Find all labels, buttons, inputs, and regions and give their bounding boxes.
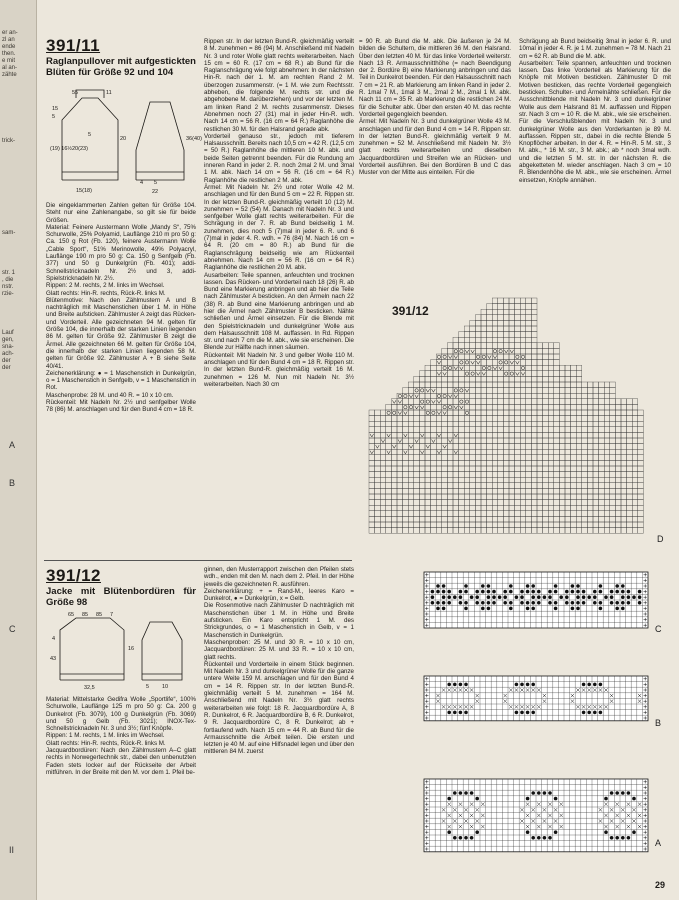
gutter-fragment: str. 1 , die nstr. rzie- [2,270,16,297]
sketch-label: 85 [82,612,89,618]
paragraph: Rippen: 1 M. rechts, 1 M. links im Wechsel. [46,732,165,740]
sketch-label: 36(40) [186,136,202,142]
paragraph: Rückenteil: Mit Nadeln Nr. 3 und gelber Wolle 110 M. anschlagen und für den Bund 4 cm = 18 R. Rippen str. In der letzten Bund-R. gleichmäßig verteilt 16 M. zunehmen = 126 M. Nun mit Nadeln Nr. 3½ weiterarbeiten. Nach 30 cm [204,351,354,388]
chart-a-border [422,775,650,859]
paragraph: Zeichenerklärung: + = Rand-M., leeres Karo = Dunkelrot, ● = Dunkelgrün, x = Gelb. [204,587,354,603]
sketch-label: 5 [52,114,56,120]
paragraph: ginnen, den Musterrapport zwischen den Pfeilen stets wdh., enden mit den M. nach dem 2. Pfeil. In der Höhe jeweils die gezeichneten R. ausführen. [204,566,354,588]
sketch-label: 4 [140,180,144,186]
sketch-label: 32,5 [84,685,95,691]
sketch-label: 65 [68,612,75,618]
sketch-label: 20(23) [72,146,88,152]
jacket-sleeve-outline [142,622,182,680]
gutter-mark: C [9,624,16,634]
paragraph: = 90 R. ab Bund die M. abk. Die äußeren je 24 M. bilden die Schultern, die mittleren 36 M. den Halsrand. Über den letzten 40 M. für das linke Vorderteil weiterstr. Nach 13 R. Armausschnitthöhe (= nach Beendigung der 2. Bordüre B) eine Markierung anbringen und das Teil in Dunkelrot beenden. Für den Halsausschnitt nach 7 cm = 21 R. ab Markierung am linken Rand in jeder 2. R. 1mal 7 M., 1mal 3 M., 2mal 2 M., 2mal 1 M. abk. Nach 11 cm = 35 R. ab Markierung die restlichen 24 M. für die Schulter abk. Über den ersten 40 M. das rechte Vorderteil gegengleich beenden. [359,38,512,118]
gutter-fragment: Lauf gen, sna- ach- der der [2,330,14,371]
body-piece-outline [62,98,118,180]
paragraph: Ärmel: Mit Nadeln Nr. 2½ und roter Wolle 42 M. anschlagen und für den Bund 5 cm = 22 R. Rippen str. In der letzten Bund-R. gleichmäßig verteilt 10 (12) M. zunehmen = 52 (54) M. Danach mit Nadeln Nr. 3 und senfgelber Wolle glatt rechts weiterarbeiten. Für die Schrägung in der 7. R. ab Bund beidseitig 1 M. zunehmen, dies noch 5 (7)mal in jeder 6. R. und 6 (7)mal in jeder 4. R. wdh. = 76 (84) M. Nach 16 cm = 64 R. (20 cm = 80 R.) ab Bund für die Raglanschrägung beidseitig wie am Rückenteil abnehmen. Nach 14 cm = 56 R. (16 cm = 64 R.) Raglanhöhe die restlichen 20 M. abk. [204,183,354,272]
paragraph: Vorderteil genauso str., jedoch mit tieferem Halsausschnitt. Bereits nach 10,5 cm = 42 R. (12,5 cm = 50 R.) Raglanhöhe die mittleren 10 M. abk. und beide Seiten getrennt beenden. Für die Rundung am inneren Rand in jeder 2. R. noch 2mal 2 M. und 3mal 1 M. abk. Nach 14 cm = 56 R. (16 cm = 64 R.) Raglanhöhe die restlichen 2 M. abk. [204,132,354,184]
chart-title: 391/12 [392,304,429,318]
paragraph: Jacquardbordüren: Nach den Zählmustern A–C glatt rechts in Norwegertechnik str., dabei den unbenutzten Faden stets locker auf der Rückseite der Arbeit mitführen. In der Breite mit den M. vor dem 1. Pfeil be- [46,747,196,776]
article-divider [44,560,352,561]
previous-page-edge [0,0,37,900]
chart-side-mark-b: B [655,718,662,728]
jacket-body-outline [60,618,124,680]
sketch-label: 15 [52,106,59,112]
page-number: 29 [654,880,665,890]
gutter-fragment: er an- zl an ende then. e mit al an- zähte [2,30,18,78]
chart-side-mark-a: A [655,838,662,848]
gutter-mark: A [9,440,16,450]
paragraph: Schrägung ab Bund beidseitig 3mal in jeder 6. R. und 10mal in jeder 4. R. je 1 M. zunehmen = 78 M. Nach 21 cm = 62 R. ab Bund die M. abk. [519,38,671,60]
paragraph: Rippen: 2 M. rechts, 2 M. links im Wechsel. [46,282,165,290]
article-number: 391/11 [46,36,101,55]
paragraph: Ausarbeiten: Teile spannen, anfeuchten und trocknen lassen. Das Rücken- und Vorderteil nach 18 (26) R. ab Bund eine Markierung anbringen und ab hier die Teile nach Zählmuster A besticken. An den Ärmeln nach 22 (38) R. ab Bund eine Markierung anbringen und ab hier die Ärmel nach Zählmuster B besticken. Nähte schließen und Ärmel einsetzen. Für die Blende mit den Spielstricknadeln und dunkelgrüner Wolle aus dem Halsausschnitt 108 M. auffassen. In Rd. Rippen str. und nach 7 cm die M. abk., wie sie erscheinen. Die Blende zur Hälfte nach innen säumen. [204,271,354,352]
paragraph: Ärmel: Mit Nadeln Nr. 3 und dunkelgrüner Wolle 43 M. anschlagen und für den Bund 4 cm = 14 R. Rippen str. In der letzten Bund-R. gleichmäßig verteilt 9 M. zunehmen = 52 M. Anschließend mit Nadeln Nr. 3½ glatt rechts weiterarbeiten und dieselben Jacquardbordüren und Streifen wie an Rücken- und Vorderteil ausführen. Bei den Bordüren B und C das Muster von der Mitte aus einteilen. Für die [359,118,511,177]
paragraph: Material: Feinere Austermann Wolle „Mandy S“, 75% Schurwolle, 25% Polyamid, Lauflänge 210 m pro 50 g: Ca. 150 g Rot (Fb. 120), feinere Austermann Wolle „Cable Sport“, 51% Merinowolle, 49% Polyacryl, Lauflänge 190 m pro 50 g: Ca. 150 g Senfgelb (Fb. 377) und 50 g Dunkelgrün (Fb. 401); addi-Schnellstricknadeln Nr. 2½ und 3, addi-Spielstricknadeln Nr. 2½. [46,223,196,282]
sketch-label: 16 [128,646,135,652]
chart-side-mark-c: C [655,624,662,634]
chart-c-border [422,570,650,632]
paragraph: Ausarbeiten: Teile spannen, anfeuchten und trocknen lassen. Das linke Vorderteil als Markierung für die Knöpfe mit Motiven besticken. Zählmuster D mit Motiven besticken, das rechte Vorderteil gegengleich besticken. Schulter- und Ärmelnähte schließen. Für die Ausschnittblende mit Nadeln Nr. 3 und dunkelgrüner Wolle aus dem Halsrand 81 M. auffassen und Rippen str. Nach 3 cm = 10 R. die M. abk., wie sie erscheinen. Für die Verschlußblenden mit Nadeln Nr. 3 und dunkelgrüner Wolle aus den Vorderkanten je 89 M. auffassen. Rippen str., dabei in die rechte Blende 5 Knopflöcher arbeiten. In der 4. R. = Hin-R. 5 M. str., 3 M. abk., * 16 M. str., 3 M. abk.; ab * noch 3mal wdh. und die letzten 5 M. str. In der nächsten R. die abgeketteten M. wieder anschlagen. Nach 3 cm = 10 R. Blendenhöhe die M. abk., wie sie erscheinen. Ärmel einsetzen, Knöpfe annähen. [519,59,671,184]
paragraph: Blütenmotive: Nach den Zählmustern A und B nachträglich mit Maschenstichen über 1 M. in Höhe und Breite aufsticken. Zählmuster A zeigt das Rücken- und Vorderteil. Alle gezeichneten 94 M. gelten für Größe 104, die innerhalb der starken Linien liegenden 86 M. gelten für Größe 92. Zählmuster B zeigt die Ärmel. Alle gezeichneten 66 M. gelten für Größe 104, die innerhalb der starken Linien liegenden 58 M. gelten für Größe 92. Zählmuster A + B siehe Seite 40/41. [46,296,196,370]
sketch-label: 55 [72,90,79,96]
chart-b-border [422,674,650,726]
paragraph: Zeichenerklärung: ● = 1 Maschenstich in Dunkelgrün, o = 1 Maschenstich in Senfgelb, v = 1 Maschenstich in Rot. [46,369,196,392]
article-391-12 [46,566,196,886]
sketch-label: 15(18) [76,188,92,194]
article-title: Raglanpullover mit aufgestickten Blüten für Größe 92 und 104 [46,56,196,78]
paragraph: Rückenteil und Vorderteile in einem Stück beginnen. Mit Nadeln Nr. 3 und dunkelgrüner Wolle für die ganze untere Weite 159 M. anschlagen und für den Bund 4 cm = 14 R. Rippen str. In der letzten Bund-R. gleichmäßig verteilt 5 M. zunehmen = 164 M. Anschließend mit Nadeln Nr. 3½ glatt rechts weiterarbeiten wie folgt: 18 R. Jacquardbordüre A, 8 R. Dunkelrot, 6 R. Jacquardbordüre B, 6 R. Dunkelrot, 9 R. Jacquardbordüre C, 8 R. Dunkelrot; ab + fortlaufend wdh. Nach 15 cm = 44 R. ab Bund für die Armausschnitte die Arbeit teilen. Die ersten und letzten je 40 M. auf eine Hilfsnadel legen und über den mittleren 84 M. zuerst [204,660,354,756]
sketch-label: 85 [96,612,103,618]
sleeve-piece-outline [136,102,184,180]
article-391-11 [46,36,202,556]
gutter-mark: II [9,845,15,855]
sketch-label: 5 [88,132,92,138]
gutter-fragment: trick- [2,138,15,144]
gutter-mark: B [9,478,16,488]
sketch-label: 5 [146,684,150,690]
text-column-2 [204,38,354,558]
jacket-pattern-sketch [46,610,196,692]
paragraph: Rippen str. In der letzten Bund-R. gleichmäßig verteilt 8 M. zunehmen = 86 (94) M. Anschließend mit Nadeln Nr. 3 und roter Wolle glatt rechts weiterarbeiten. Nach 15 cm = 60 R. (17 cm = 68 R.) ab Bund für die Raglanschrägung wie folgt abnehmen: In der nächsten Hin-R. nach der 1. M. am rechten Rand 2 M. überzogen zusammenstr. (= 1 M. wie zum Rechtsstr. abheben, die folgende M. rechts str. und die abgehobene M. darüberziehen) und vor der letzten M. am linken Rand 2 M. rechts zusammenstr. Dieses Abnehmen noch 27 (31) mal in jeder Hin-R. wdh. Nach 14 cm = 56 R. (16 cm = 64 R.) Raglanhöhe die restlichen 30 M. für den Halsrand gerade abk. [204,38,354,133]
article-number: 391/12 [46,566,101,585]
sketch-label: 20 [120,136,127,142]
sketch-label: 5 [154,180,158,186]
sketch-label: 4 [52,636,56,642]
paragraph: Glatt rechts: Hin-R. rechts, Rück-R. links M. [46,739,166,747]
text-column-3 [359,38,511,290]
text-column-4 [519,38,671,290]
sketch-label: 43 [50,656,57,662]
gutter-fragment: sam- [2,230,16,236]
paragraph: Die eingeklammerten Zahlen gelten für Größe 104. Steht nur eine Zahlenangabe, so gilt sie für beide Größen. [46,202,196,224]
text-column-2-bottom [204,566,354,886]
chart-d-rose-motif [365,296,655,546]
sketch-label: 22 [152,189,159,195]
neck-outline [76,90,104,98]
paragraph: Maschenproben: 25 M. und 30 R. = 10 x 10 cm, Jacquardbordüren: 25 M. und 33 R. = 10 x 10 cm, glatt rechts. [204,638,354,661]
article-title: Jacke mit Blütenbordüren für Größe 98 [46,586,196,608]
paragraph: Glatt rechts: Hin-R. rechts, Rück-R. links M. [46,289,166,297]
chart-side-mark-d: D [657,534,664,544]
paragraph: Maschenprobe: 28 M. und 40 R. = 10 x 10 cm. [46,391,174,399]
raglan-pattern-sketch [46,80,202,198]
paragraph: Rückenteil: Mit Nadeln Nr. 2½ und senfgelber Wolle 78 (86) M. anschlagen und für den Bund 4 cm = 18 R. [46,399,196,414]
sketch-label: (19) 16½ [50,146,73,152]
paragraph: Material: Mittelstarke Gedifra Wolle „Sportlife“, 100% Schurwolle, Lauflänge 125 m pro 50 g: Ca. 200 g Dunkelrot (Fb. 3079), 100 g Dunkelgrün (Fb. 3069) und 50 g Gelb (Fb. 3021); INOX-Tex-Schnellstricknadeln Nr. 3 und 3½; fünf Knöpfe. [46,696,196,733]
paragraph: Die Rosenmotive nach Zählmuster D nachträglich mit Maschenstichen über 1 M. in Höhe und Breite aufsticken. Ein Karo entspricht 1 M. des Strickgrundes, o = 1 Maschenstich in Gelb, v = 1 Maschenstich in Dunkelgrün. [204,602,354,639]
sketch-label: 10 [162,684,169,690]
sketch-label: 7 [110,612,114,618]
sketch-label: 11 [106,90,112,96]
